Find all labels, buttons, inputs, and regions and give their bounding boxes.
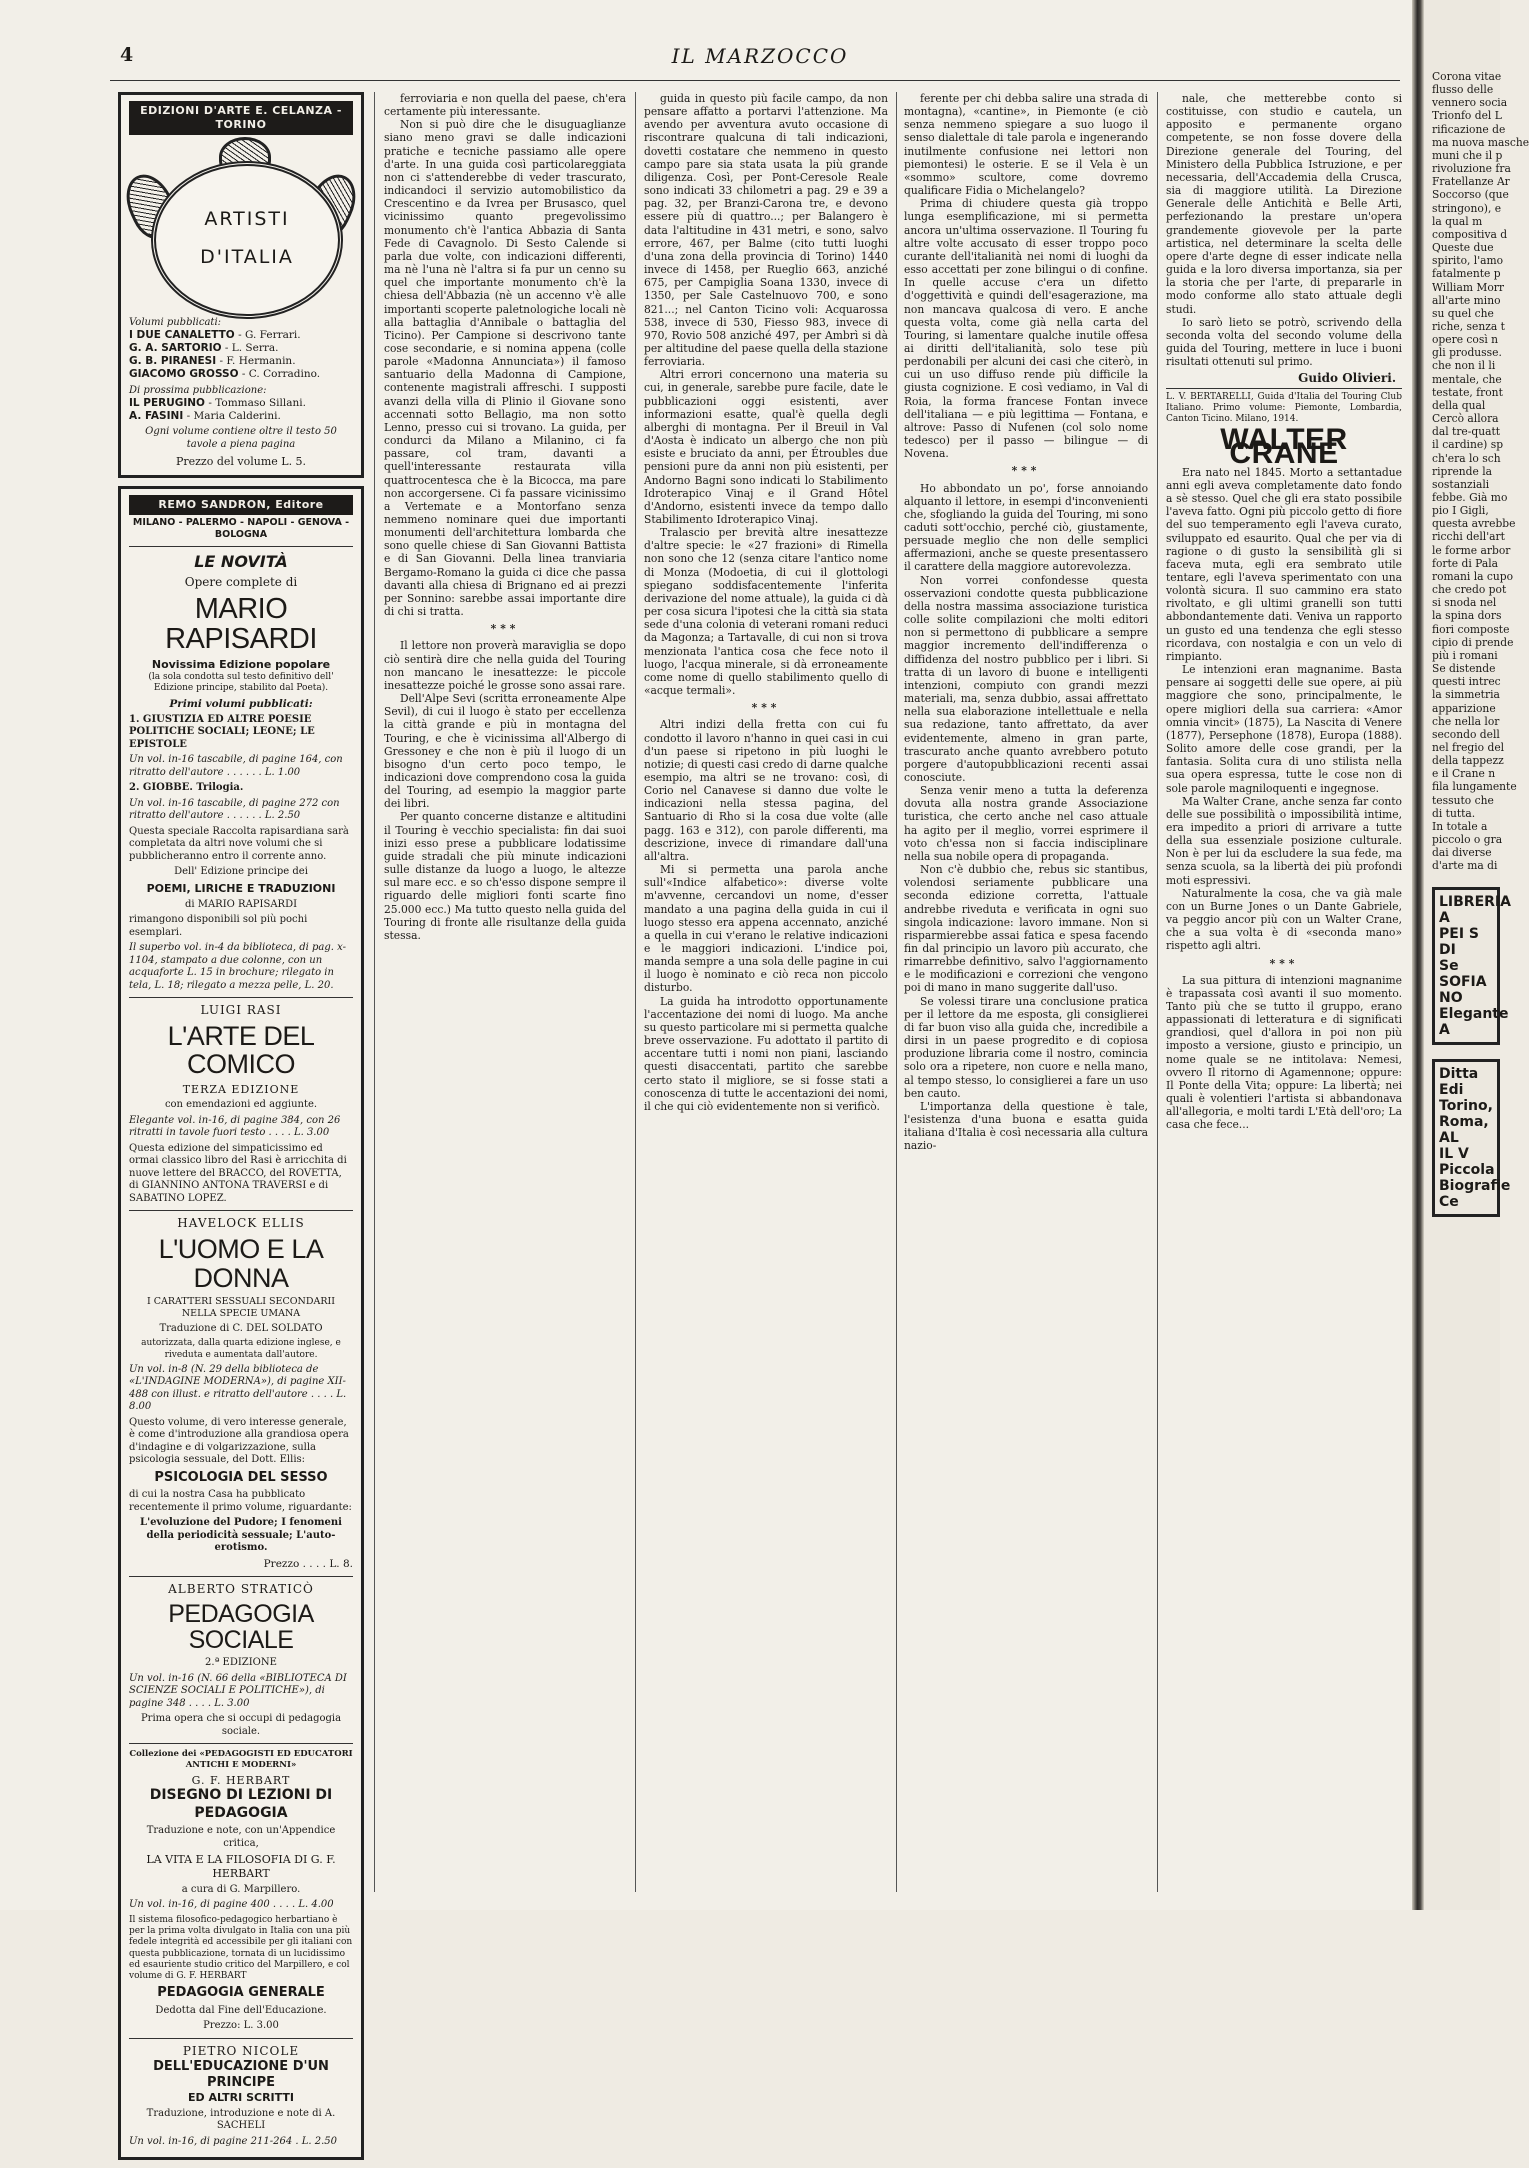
text-line: IL V	[1439, 1145, 1469, 1162]
rasi-title: L'ARTE DEL COMICO	[167, 1021, 315, 1080]
column-rule	[1157, 92, 1158, 1892]
text-line: testate, front	[1432, 385, 1503, 399]
next-page-edge	[1424, 0, 1529, 1910]
paragraph: Per quanto concerne distanze e altitudini il Touring è vecchio specialista: fin dai suoi inizi esso prese a pubblicare lodatissime guide stradali che più minute indicazioni sulle distanze da luogo a luogo, le altezze sul mare ecc. e so ch'esso dispone sempre il riguardo delle migliori fonti scarte fino 25.000 ecc.) Ma tutto questo nella guida del Touring di fronte alle risultanze della guida stessa.	[384, 810, 626, 942]
text-line: ricchi dell'art	[1432, 530, 1505, 544]
text-line: romani la cupo	[1432, 569, 1514, 583]
published-label: Volumi pubblicati:	[129, 316, 222, 328]
text-line: gli produsse.	[1432, 346, 1502, 360]
text-line: Piccola	[1439, 1161, 1495, 1178]
text-line: compositiva d	[1432, 227, 1508, 241]
herbart-title: DISEGNO DI LEZIONI DI PEDAGOGIA	[149, 1787, 333, 1821]
rasi-author: LUIGI RASI	[200, 1003, 282, 1017]
text-line: Corona vitae	[1432, 70, 1502, 83]
text-line: rivoluzione fra	[1432, 162, 1511, 176]
text-line: opere così n	[1432, 333, 1499, 347]
upcoming-list	[129, 397, 353, 423]
header-rule	[110, 80, 1400, 81]
poemi-title: POEMI, LIRICHE E TRADUZIONI	[146, 881, 336, 895]
edition-label: Novissima Edizione popolare	[151, 658, 331, 672]
next-page-ad-ditta	[1432, 1059, 1511, 1217]
text-line: la simmetria	[1432, 688, 1500, 702]
nicole-author: PIETRO NICOLE	[182, 2043, 300, 2058]
text-line: PEI S	[1439, 925, 1479, 942]
text-line: Cercò allora	[1432, 412, 1499, 426]
herbart-detail: Un vol. in-16, di pagine 400 . . . . L. 4.00	[129, 1899, 334, 1911]
rimangono-note: rimangono disponibili sol più pochi esemplari.	[129, 914, 308, 938]
text-line: la qual m	[1432, 214, 1483, 228]
poemi-author: di MARIO RAPISARDI	[184, 898, 298, 910]
text-line: Fratellanze Ar	[1432, 175, 1510, 189]
rapisardi-title: MARIO RAPISARDI	[165, 592, 317, 655]
list-item	[129, 397, 353, 410]
paragraph: Dell'Alpe Sevi (scritta erroneamente Alpe Sevil), di cui il luogo è stato per eccellenza la città grande e più in montagna del Touring, e che è vicinissima all'Albergo di Gressoney e che non è più il luogo di un bisogno d'un certo poco tempo, le indicazioni dove comprendono cosa la guida del Touring, ad esempio la maggior parte dei libri.	[384, 692, 626, 811]
text-line: cipio di prende	[1432, 635, 1514, 649]
paragraph: Io sarò lieto se potrò, scrivendo della seconda volta del secondo volume della guida del Touring, mettere in luce i buoni risultati ottenuti sul primo.	[1166, 315, 1402, 369]
text-line: di tutta.	[1432, 806, 1476, 820]
nicole-subtitle: ED ALTRI SCRITTI	[188, 2091, 294, 2104]
published-list	[129, 329, 353, 382]
nicole-trad: Traduzione, introduzione e note di A. SACHELI	[146, 2107, 336, 2132]
ad-remo-sandron	[118, 486, 364, 2160]
volume-2-title: 2. GIOBBE. Trilogia.	[129, 782, 244, 794]
article-column-1	[384, 92, 626, 942]
text-line: più i romani	[1432, 648, 1498, 662]
psicologia-title: PSICOLOGIA DEL SESSO	[154, 1469, 328, 1485]
text-line: forte di Pala	[1432, 556, 1499, 570]
list-item-title: G. A. SARTORIO	[129, 342, 222, 355]
volume-price: Prezzo del volume L. 5.	[175, 455, 307, 469]
list-item-author: - Tommaso Sillani.	[204, 397, 306, 409]
volume-note: Ogni volume contiene oltre il testo 50 tavole a piena pagina	[145, 426, 337, 450]
text-line: stringono), e	[1432, 201, 1502, 215]
edition-note: (la sola condotta sul testo definitivo dell' Edizione principe, stabilito dal Poeta).	[148, 672, 334, 694]
rasi-desc: Questa edizione del simpaticissimo ed ormai classico libro del Rasi è arricchita di nuove lettere del BRACCO, del ROVETTA, di GIANNINO ANTONA TRAVERSI e di SABATINO LOPEZ.	[129, 1142, 347, 1204]
article-column-4	[1166, 92, 1402, 1132]
ellis-detail: Un vol. in-8 (N. 29 della biblioteca de «L'INDAGINE MODERNA»), di pagine XII-488 con illust. e ritratto dell'autore . . . . L. 8.00	[129, 1363, 347, 1413]
list-item-author: - G. Ferrari.	[234, 329, 301, 341]
herbart-vita: LA VITA E LA FILOSOFIA DI G. F. HERBART	[146, 1853, 336, 1880]
stratico-note: Prima opera che si occupi di pedagogia sociale.	[140, 1713, 342, 1737]
pedagogia-generale-subtitle: Dedotta dal Fine dell'Educazione.	[155, 2004, 327, 2016]
text-line: e il Crane n	[1432, 767, 1496, 781]
text-line: all'arte mino	[1432, 293, 1501, 307]
pedagogia-generale-price: Prezzo: L. 3.00	[203, 2020, 279, 2031]
paragraph: La guida ha introdotto opportunamente l'accentazione dei nomi di luogo. Ma anche su questo particolare mi si permetta qualche breve osservazione. Fu adottato il partito di accentare tutti i nomi non piani, lasciando questi disaccentati, partito che sarebbe certo stato il migliore, se si fosse stati a conoscenza di tutte le accentazioni dei nomi, il che qui ciò evidentemente non si verificò.	[644, 994, 888, 1113]
herbart-desc: Il sistema filosofico-pedagogico herbartiano è per la prima volta divulgato in Italia con una più fedele integrità ed accessibile per gli italiani con questa pubblicazione, tornata di un lucidissimo ed esauriente studio critico del Marpillero, e col volume di G. F. HERBART	[129, 1914, 353, 1981]
emblem-icon	[129, 143, 353, 311]
next-page-ad-libreria	[1432, 887, 1511, 1045]
text-line: secondo dell	[1432, 727, 1500, 741]
text-line: le forme arbor	[1432, 543, 1511, 557]
stratico-title: PEDAGOGIA SOCIALE	[168, 1599, 314, 1654]
emblem-title-1: ARTISTI	[204, 207, 290, 230]
paragraph: Tralascio per brevità altre inesattezze d'altre specie: le «27 frazioni» di Rimella non sono che 12 (senza citare l'antico nome di Monza (Modoetia, di cui il glottologi spiegano soddisfacentemente l'inferita derivazione del nome attuale), la guida ci dà per cosa sicura l'ipotesi che la città sia stata sede d'una colonia di veterani romani reduci da Magonza; a Tartavalle, di cui non si trova menzionata l'antica cosa che fece noto il luogo, l'acqua minerale, si dà erroneamente come nome di quello stabilimento quello di «acque termali».	[644, 526, 888, 698]
herbart-collection: Collezione dei «PEDAGOGISTI ED EDUCATORI ANTICHI E MODERNI»	[129, 1749, 353, 1770]
paragraph: Ma Walter Crane, anche senza far conto delle sue possibilità o impossibilità intime, era impedito a priori di arrivare a tutte della sua essenziale posizione culturale. Non è per lui da escludere la sua fede, ma senza scuola, sa la libertà dei più profondi moti espressivi.	[1166, 794, 1402, 887]
primi-label: Primi volumi pubblicati:	[169, 697, 313, 710]
text-line: muni che il p	[1432, 148, 1503, 162]
text-line: piccolo o gra	[1432, 833, 1503, 847]
text-line: A	[1439, 909, 1450, 926]
list-item-title: G. B. PIRANESI	[129, 355, 217, 368]
ellis-translator: Traduzione di C. DEL SOLDATO	[159, 1322, 323, 1334]
volume-1-detail: Un vol. in-16 tascabile, di pagine 164, con ritratto dell'autore . . . . . . L. 1.00	[129, 754, 343, 778]
volume-1-title: 1. GIUSTIZIA ED ALTRE POESIE POLITICHE SOCIALI; LEONE; LE EPISTOLE	[129, 713, 315, 750]
text-line: fatalmente p	[1432, 267, 1501, 281]
ellis-author: HAVELOCK ELLIS	[177, 1216, 305, 1231]
ditta-title: Ditta Edi	[1439, 1065, 1479, 1098]
opere-label: Opere complete di	[184, 574, 298, 589]
ellis-title: L'UOMO E LA DONNA	[158, 1234, 324, 1293]
paragraph: guida in questo più facile campo, da non pensare affatto a portarvi l'attenzione. Ma avendo per avventura avuto occasione di riscontrare qualcuna di tali indicazioni, dovetti costatare che nemmeno in questo campo pare sia stata usata la più grande diligenza. Così, per Pont-Ceresole Reale sono indicati 33 chilometri a pag. 29 e 39 a pag. 32, per Branzi-Carona tre, e devono essere più di quattro...; per Balangero è data l'altitudine in 431 metri, e sono, salvo errore, 467, per Balme (cito tutti luoghi d'una zona della provincia di Torino) 1440 invece di 1458, per Rueglio 663, anziché 675, per Campiglia Soana 1330, invece di 1350, per Sale Castelnuovo 700, e sono 821...; nel Canton Ticino voli: Acquarossa 538, invece di 530, Fiesso 983, invece di 970, Rovio 508 anziché 497, per Ambrì si dà per altitudine del paese quella della stazione ferroviaria.	[644, 92, 888, 369]
text-line: Trionfo del L	[1432, 109, 1502, 123]
paragraph: Altri indizi della fretta con cui fu condotto il lavoro n'hanno in quei casi in cui d'un paese si ripetono in più luoghi le notizie; di questi casi credo di darne qualche esempio, ma altri se ne trovano: così, di Corio nel Canavese si danno due volte le indicazioni nella stessa pagina, del Santuario di Rho si la cosa due volte (alle pagg. 163 e 312), con parole differenti, ma descrizione, invece di rimandare dall'una all'altra.	[644, 718, 888, 863]
section-separator: ***	[1269, 956, 1299, 970]
list-item	[129, 355, 353, 368]
text-line: flusso delle	[1432, 83, 1494, 97]
list-item-title: GIACOMO GROSSO	[129, 368, 239, 381]
upcoming-label: Di prossima pubblicazione:	[129, 384, 267, 396]
text-line: vennero socia	[1432, 96, 1508, 110]
article-column-3	[904, 92, 1148, 1153]
libreria-lines	[1439, 909, 1509, 1038]
stratico-author: ALBERTO STRATICÒ	[168, 1581, 314, 1596]
text-line: rificazione de	[1432, 122, 1506, 136]
list-item-author: - C. Corradino.	[238, 368, 321, 381]
paragraph: Era nato nel 1845. Morto a settantadue anni egli aveva completamente dato fondo a sè stesso. Quel che gli era stato possibile l'aveva fatto. Ogni più piccolo getto di fiore del suo temperamento egli l'aveva curato, sviluppato ed esaurito. Qual che per via di ragione o di gusto la sensibilità gli si faceva muta, egli era sembrato utile tentare, egli l'aveva sperimentato con una volontà sicura. Il suo cammino era stato rivoltato, e gli ultimi granelli son tutti abbondantemente dati. Veniva un rapporto un gusto ed una tendenza che egli stesso ricordava, con nostalgia e con un velo di rimpianto.	[1166, 465, 1402, 663]
ditta-lines	[1439, 1097, 1511, 1210]
pedagogia-generale-title: PEDAGOGIA GENERALE	[157, 1985, 325, 2001]
ellis-subtitle: I CARATTERI SESSUALI SECONDARII NELLA SPECIE UMANA	[146, 1296, 335, 1319]
ellis-primo: di cui la nostra Casa ha pubblicato recentemente il primo volume, riguardante:	[129, 1489, 352, 1513]
paragraph: La sua pittura di intenzioni magnanime è trapassata così avanti il suo momento. Tanto più che se tutto il gruppo, erano appassionati di letteratura e di significati grandiosi, quel d'allora in poi non più imposto a versione, giusto e principio, un nome quale se ne intitolava: Nemesi, ovvero Il ritorno di Agamennone; oppure: Il Ponte della Vita; oppure: La libertà; nei quali è volentieri l'artista si abbandonava all'allegoria, e molti tardi L'Età dell'oro; La casa che fece...	[1166, 973, 1402, 1132]
paragraph: Non c'è dubbio che, rebus sic stantibus, volendosi seriamente pubblicare una seconda edizione corretta, l'attuale andrebbe riveduta e verificata in ogni suo singola indicazione: lavoro immane. Non si risparmierebbe assai fatica e spesa facendo fin dal principio un lavoro più accurato, che rimarrebbe definitivo, salvo l'aggiornamento e le modificazioni e correzioni che vengono poi di mano in mano suggerite dall'uso.	[904, 863, 1148, 995]
next-page-text	[1424, 0, 1529, 873]
text-line: Queste due	[1432, 241, 1494, 255]
ad-banner: EDIZIONI D'ARTE E. CELANZA - TORINO	[129, 101, 353, 135]
paragraph: Senza venir meno a tutta la deferenza dovuta alla nostra grande Associazione turistica, che certo anche nel caso attuale ha agito per il meglio, vorrei esprimere il voto ch'essa non si faccia indisciplinare nella sua nobile opera di propaganda.	[904, 784, 1148, 863]
raccolta-note: Questa speciale Raccolta rapisardiana sarà completata da altri nove volumi che si pubblicheranno entro il corrente anno.	[129, 825, 349, 862]
crane-article-body	[1166, 466, 1402, 1132]
paragraph: Non si può dire che le disuguaglianze siano meno gravi se dalle indicazioni pratiche e tecniche passiamo alle opere d'arte. In una guida così particolareggiata non ci s'attenderebbe di veder trascurato, indicandoci il servizio automobilistico da Crescentino e da Ivrea per Brusasco, quel vicinissimo quanto pregevolissimo monumento ch'è l'antica Abbazia di Santa Fede di Cavagnolo. Di Sesto Calende si parla due volte, con indicazioni differenti, ma nè l'una nè l'altra si fa pur un cenno su quel che importante monumento ch'è la chiesa dell'Abbazia (nè un accenno v'è alle importanti scoperte paletnologiche locali nè alla battaglia d'Annibale o battaglia del Ticino). Per Campione si descrivono tante cose secondarie, e si nomina appena (colle parole «Madonna Annunciata») il famoso santuario della Madonna di Campione, contenente magistrali affreschi. I supposti avanzi della villa di Plinio il Giovane sono accennati sotto Bellagio, ma non sotto Lenno, presso cui si trovano. La guida, per condurci da Milano a Milanino, ci fa passare, col tram, davanti a quell'interessante restaurata villa quattrocentesca che è la Bicocca, ma pare non accorgersene. Ci fa passare vicinissimo a Vertemate e a Montorfano senza nemmeno nominare quei due importanti monumenti dell'architettura lombarda che sono quelle chiese di San Giovanni Battista e di San Giovanni. Della linea tranviaria Bergamo-Romano la guida ci dice che passa davanti alla chiesa di Brignano ed ai prezzi per Sonnino: sarebbe assai importante dire di chi si tratta.	[384, 118, 626, 619]
page-gutter	[1412, 0, 1424, 1910]
text-line: AL	[1439, 1129, 1459, 1146]
paragraph: Mi si permetta una parola anche sull'«Indice alfabetico»: diverse volte m'avvenne, cercandovi un nome, d'esser mandato a una pagina della guida in cui il luogo stesso era appena accennato, anziché a quella in cui v'erano le relative indicazioni e le maggiori indicazioni. L'indice poi, manda sempre a una sola delle pagine in cui il luogo è nominato e ciò reca non piccolo disturbo.	[644, 863, 888, 995]
crane-article-title: WALTER CRANE	[1220, 423, 1348, 470]
text-line: questa avrebbe	[1432, 517, 1516, 531]
paragraph: ferente per chi debba salire una strada di montagna), «cantine», in Piemonte (e ciò senza nemmeno spiegare a suo luogo il senso dialettale di tale parola e ingenerando inutilmente confusione nei lettori non piemontesi) le osterie. E se il Vela è un «sommo» scultore, come dovremo qualificare Fidia o Michelangelo?	[904, 92, 1148, 198]
text-line: mentale, che	[1432, 372, 1502, 386]
list-item	[129, 329, 353, 342]
text-line: la spina dors	[1432, 609, 1502, 623]
page-number: 4	[120, 44, 134, 66]
list-item	[129, 368, 353, 381]
list-item-author: - L. Serra.	[221, 342, 279, 355]
herbart-a-cura: a cura di G. Marpillero.	[181, 1883, 301, 1895]
masthead: IL MARZOCCO	[671, 44, 849, 68]
advertisement-column	[118, 92, 364, 2168]
paragraph: Non vorrei confondesse questa osservazioni condotte questa pubblicazione della nostra massima associazione turistica colle solite compilazioni che molti editori non si permettono di pubblicare a sempre maggior incremento dell'indifferenza o diffidenza del nostro pubblico per i libri. Si tratta di un lavoro di buone e intelligenti intenzioni, compiuto con grandi mezzi materiali, ma, senza dubbio, assai affrettato nella sua elaborazione intellettuale e nella sua redazione, tanto affrettato, da aver evidentemente, almeno in gran parte, trascurato anche quanto avrebbero potuto porgere d'autopubblicazioni recenti assai conosciute.	[904, 573, 1148, 784]
list-item-author: - Maria Calderini.	[183, 410, 281, 423]
section-separator: ***	[1011, 464, 1041, 478]
text-line: febbe. Già mo	[1432, 491, 1508, 504]
column-rule	[896, 92, 897, 1892]
author-signature: Guido Olivieri.	[1298, 371, 1396, 386]
paragraph: nale, che metterebbe conto si costituisse, con studio e cautela, un apposito e permanente organo competente, se non fosse dovere della Direzione generale del Touring, del Ministero della Pubblica Istruzione, e per necessaria, dell'Accademia della Crusca, sia di maggiore utilità. La Direzione Generale delle Antichità e Belle Arti, perfezionando la prestare un'opera grandemente giovevole per la parte artistica, nel determinare la scelta delle opere d'arte degne di esser indicate nella guida e la loro diversa importanza, sia per la storia che per l'arte, di prepararle in modo conforme allo stato attuale degli studi.	[1166, 92, 1402, 316]
list-item-title: A. FASINI	[129, 410, 184, 423]
text-line: fila lungamente	[1432, 780, 1517, 794]
paragraph: Le intenzioni eran magnanime. Basta pensare ai soggetti delle sue opere, ai più maggiore che sono, principalmente, le opere migliori della sua carriera: «Amor omnia vincit» (1875), La Nascita di Venere (1877), Persephone (1878), Europa (1888). Solito amore delle cose grandi, per la fantasia. Solita cura di uno stilista nella sua opera espressa, tutte le cose non di sole parole magniloquenti e ingegnose.	[1166, 663, 1402, 795]
text-line: A	[1439, 1021, 1450, 1038]
paragraph: Ho abbondato un po', forse annoiando alquanto il lettore, in esempi d'inconvenienti che, sfogliando la guida del Touring, mi sono caduti sott'occhio, perché ciò, giustamente, persuade meglio che non delle semplici affermazioni, anche se queste presentassero il carattere della maggiore autorevolezza.	[904, 481, 1148, 574]
text-line: dai diverse	[1432, 846, 1492, 860]
guida-conclusion	[1166, 92, 1402, 368]
text-line: il cardine) sp	[1432, 438, 1504, 452]
text-line: DI	[1439, 941, 1456, 958]
text-line: dal tre-quatt	[1432, 425, 1501, 439]
ellis-auth-note: autorizzata, dalla quarta edizione inglese, e riveduta e aumentata dall'autore.	[141, 1338, 341, 1360]
text-line: d'arte ma di	[1432, 859, 1498, 873]
text-line: In totale a	[1432, 819, 1488, 833]
libreria-title: LIBRERIA	[1439, 893, 1511, 910]
volume-2-detail: Un vol. in-16 tascabile, di pagine 272 con ritratto dell'autore . . . . . . L. 2.50	[129, 797, 340, 822]
text-line: questi intrec	[1432, 675, 1501, 689]
oval-frame	[151, 161, 343, 319]
stratico-detail: Un vol. in-16 (N. 66 della «BIBLIOTECA DI SCIENZE SOCIALI E POLITICHE»), di pagine 348 . . . . L. 3.00	[129, 1672, 347, 1709]
list-item-author: - F. Hermanin.	[216, 355, 296, 368]
publisher-cities: MILANO - PALERMO - NAPOLI - GENOVA - BOLOGNA	[132, 516, 350, 540]
text-line: riche, senza t	[1432, 319, 1505, 333]
paragraph: Altri errori concernono una materia su cui, in generale, sarebbe pure facile, date le pubblicazioni oggi esistenti, aver informazioni esatte, qual'è quella degli alberghi di montagna. Per il Breuil in Val d'Aosta è indicato un albergo che non più esiste e bruciato da anni, per Étroubles due pensioni pure da anni non più esistenti, per Andorno Bagni sono indicati lo Stabilimento Idroterapico Vinaj e il Grand Hôtel d'Andorno, esistenti invece da tempo dallo Stabilimento Idroterapico Vinaj.	[644, 368, 888, 526]
list-item-title: IL PERUGINO	[129, 397, 205, 409]
text-line: sostanziali	[1432, 477, 1490, 491]
stratico-edition: 2.ª EDIZIONE	[205, 1657, 277, 1669]
list-item	[129, 342, 353, 355]
text-line: nel fregio del	[1432, 740, 1505, 754]
text-line: spirito, l'amo	[1432, 254, 1504, 268]
nicole-title: DELL'EDUCAZIONE D'UN PRINCIPE	[153, 2058, 329, 2090]
edizione-principe-label: Dell' Edizione principe dei	[174, 866, 308, 878]
section-separator: ***	[751, 701, 781, 715]
text-line: pio I Gigli,	[1432, 504, 1489, 518]
footnote: L. V. BERTARELLI, Guida d'Italia del Touring Club Italiano. Primo volume: Piemonte, Lombardia, Canton Ticino. Milano, 1914.	[1166, 388, 1402, 425]
ad-artisti-italia	[118, 92, 364, 478]
ellis-desc: Questo volume, di vero interesse generale, è come d'introduzione alla grandiosa opera d'indagine e di volgarizzazione, sulla psicologia sessuale, del Dott. Ellis:	[129, 1416, 349, 1466]
text-line: fiori composte	[1432, 622, 1510, 636]
superbo-detail: Il superbo vol. in-4 da biblioteca, di pag. x-1104, stampato a due colonne, con un acquaforte L. 15 in brochure; rilegato in tela, L. 18; rilegato a mezza pelle, L. 20.	[129, 942, 346, 991]
text-line: Ce	[1439, 1193, 1459, 1210]
publisher-banner: REMO SANDRON, Editore	[129, 495, 353, 515]
paragraph: Prima di chiudere questa già troppo lunga esemplificazione, mi si permetta ancora un'ultima osservazione. Il Touring fu altre volte accusato di esser troppo poco curante dell'italianità nei nomi di luoghi da esso accettati per zone bilingui o di confine. In quelle accuse c'era un difetto d'oggettività e quindi dell'esagerazione, ma non mancava qualcosa di vero. E anche questa volta, come già nella carta del Touring, si lamentare qualche inutile offesa ai diritti dell'italianità, solo tese più perdonabili per alcuni dei casi che citerò, in cui un uso diffuso rende più difficile la giusta cognizione. E così vediamo, in Val di Roia, la forma francese Fontan invece dell'italiana — e più legittima — Fontana, e altrove: Passo di Nufenen (col solo nome tedesco) per il passo — bilingue — di Novena.	[904, 197, 1148, 461]
nicole-detail: Un vol. in-16, di pagine 211-264 . L. 2.50	[129, 2135, 338, 2147]
paragraph: ferroviaria e non quella del paese, ch'era certamente più interessante.	[384, 92, 626, 119]
list-item-title: I DUE CANALETTO	[129, 329, 235, 341]
text-line: Biografie	[1439, 1177, 1511, 1194]
paragraph: L'importanza della questione è tale, l'esistenza d'una buona e esatta guida italiana d'Italia è così necessaria alla cultura nazio-	[904, 1099, 1148, 1153]
text-line: apparizione	[1432, 701, 1496, 715]
herbart-trad: Traduzione e note, con un'Appendice critica,	[146, 1825, 336, 1849]
text-line: ma nuova masche	[1432, 135, 1529, 149]
text-line: William Morr	[1432, 280, 1504, 294]
text-line: ch'era lo sch	[1432, 451, 1501, 465]
text-line: Torino, Roma,	[1439, 1097, 1493, 1130]
text-line: tessuto che	[1432, 793, 1494, 807]
text-line: si snoda nel	[1432, 596, 1497, 610]
ellis-price: Prezzo . . . . L. 8.	[263, 1557, 353, 1570]
ellis-topics: L'evoluzione del Pudore; I fenomeni della periodicità sessuale; L'auto-erotismo.	[140, 1517, 342, 1554]
paragraph: Se volessi tirare una conclusione pratica per il lettore da me esposta, gli consiglierei di far buon viso alla guida che, incredibile a dirsi in un paese progredito e di copiosa produzione libraria come il nostro, comincia solo ora a ripetere, non cuore e nella mano, al tempo stesso, lo consiglierei a fare un uso ben cauto.	[904, 994, 1148, 1100]
paragraph: Naturalmente la cosa, che va già male con un Burne Jones o un Dante Gabriele, va peggio ancor più con un Walter Crane, che a sua volta è di «seconda mano» rispetto agli altri.	[1166, 886, 1402, 953]
text-line: riprende la	[1432, 464, 1493, 478]
article-column-2	[644, 92, 888, 1113]
rasi-detail: Elegante vol. in-16, di pagine 384, con 26 ritratti in tavole fuori testo . . . . L. 3.00	[129, 1114, 341, 1139]
text-line: su quel che	[1432, 306, 1494, 320]
text-line: Elegante	[1439, 1005, 1509, 1022]
text-line: che credo pot	[1432, 583, 1507, 597]
text-line: della qual	[1432, 398, 1486, 412]
novita-heading: LE NOVITÀ	[194, 551, 288, 571]
paragraph: Il lettore non proverà maraviglia se dopo ciò sentirà dire che nella guida del Touring non mancano le inesattezze: le piccole inesattezze poiché le grosse sono assai rare.	[384, 639, 626, 692]
text-line: della tappezz	[1432, 754, 1504, 768]
rasi-note: con emendazioni ed aggiunte.	[164, 1099, 318, 1111]
emblem-title-2: D'ITALIA	[200, 245, 294, 268]
column-rule	[374, 92, 375, 1892]
list-item	[129, 410, 353, 423]
rasi-edition: TERZA EDIZIONE	[182, 1082, 300, 1096]
herbart-author: G. F. HERBART	[191, 1773, 291, 1787]
section-separator: ***	[490, 622, 520, 636]
text-line: NO	[1439, 989, 1463, 1006]
text-line: che non il li	[1432, 359, 1496, 373]
text-line: che nella lor	[1432, 714, 1500, 728]
text-line: Soccorso (que	[1432, 188, 1509, 202]
text-line: Se	[1439, 957, 1459, 974]
text-line: Se distende	[1432, 662, 1496, 676]
column-rule	[635, 92, 636, 1892]
text-line: SOFIA	[1439, 973, 1487, 990]
